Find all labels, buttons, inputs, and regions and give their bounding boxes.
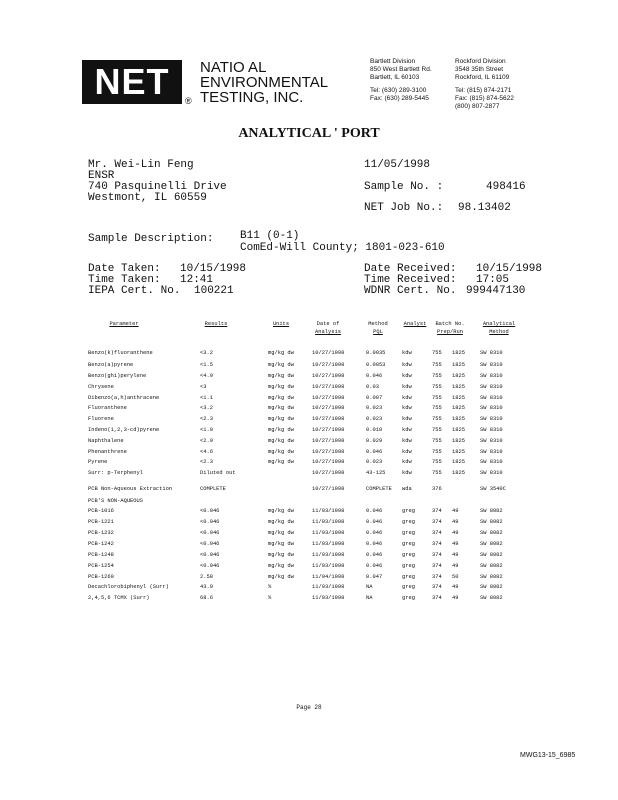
cell-date: 10/27/1998 [312, 459, 345, 465]
client-city: Westmont, IL 60559 [88, 192, 207, 204]
cell-pql: 0.023 [366, 459, 383, 465]
cell-units: mg/kg dw [268, 449, 294, 455]
address-line: Bartlett Division [370, 58, 416, 65]
cell-analyst: wda [402, 486, 412, 492]
header-line: Date of [316, 321, 340, 327]
cell-pql: 0.046 [366, 373, 383, 379]
cell-analyst: greg [402, 530, 415, 536]
cell-batch-prep: 755 [432, 470, 442, 476]
cell-method: SW 8310 [480, 395, 503, 401]
column-header-parameter: Parameter [109, 321, 139, 327]
cell-batch-run: 49 [452, 541, 459, 547]
cell-batch-run: 1825 [452, 459, 465, 465]
rockford-division-address [455, 58, 514, 111]
cell-batch-prep: 755 [432, 395, 442, 401]
cell-batch-run: 1825 [452, 449, 465, 455]
header-line: Method [489, 329, 509, 335]
cell-analyst: kdw [402, 350, 412, 356]
cell-parameter: Naphthalene [88, 438, 124, 444]
cell-date: 11/03/1998 [312, 552, 345, 558]
cell-result: <0.046 [200, 519, 220, 525]
sample-description-line2: ComEd-Will County; 1801-023-610 [240, 242, 445, 254]
cell-batch-run: 49 [452, 552, 459, 558]
cell-result: COMPLETE [200, 486, 226, 492]
header-line: Analytical [482, 321, 516, 327]
cell-batch-run: 50 [452, 574, 459, 580]
time-taken: 12:41 [180, 274, 214, 286]
iepa-cert-label: IEPA Cert. No. [88, 285, 181, 297]
cell-parameter: PCB-1242 [88, 541, 114, 547]
cell-batch-run: 49 [452, 584, 459, 590]
cell-parameter: Phenanthrene [88, 449, 127, 455]
cell-batch-prep: 755 [432, 459, 442, 465]
net-logo: NET [82, 60, 182, 104]
cell-pql: 0.023 [366, 416, 383, 422]
cell-pql: 43-125 [366, 470, 386, 476]
cell-analyst: kdw [402, 470, 412, 476]
column-header-results: Results [204, 321, 228, 327]
address-line: 850 West Bartlett Rd. [370, 66, 432, 73]
time-received: 17:05 [476, 274, 510, 286]
cell-method: SW 8310 [480, 459, 503, 465]
cell-result: 2.58 [200, 574, 213, 580]
cell-date: 11/03/1998 [312, 563, 345, 569]
cell-batch-prep: 755 [432, 405, 442, 411]
cell-pql: 0.047 [366, 574, 383, 580]
cell-units: mg/kg dw [268, 563, 294, 569]
cell-units: % [268, 595, 272, 601]
address-line: Fax: (815) 874-5622 [455, 95, 514, 102]
cell-result: <0.046 [200, 508, 220, 514]
cell-batch-run: 1825 [452, 405, 465, 411]
address-line: Tel: (815) 874-2171 [455, 87, 512, 94]
company-name-line: TESTING, INC. [200, 89, 304, 106]
cell-parameter: Chrysene [88, 384, 114, 390]
cell-parameter: PCB-1016 [88, 508, 114, 514]
cell-batch-prep: 374 [432, 584, 442, 590]
cell-batch-run: 49 [452, 595, 459, 601]
cell-pql: 0.046 [366, 508, 383, 514]
cell-analyst: greg [402, 541, 415, 547]
cell-method: SW 8310 [480, 427, 503, 433]
cell-method: SW 8082 [480, 519, 503, 525]
cell-units: % [268, 584, 272, 590]
cell-parameter: PCB-1232 [88, 530, 114, 536]
cell-batch-prep: 376 [432, 486, 442, 492]
address-line: Bartlett, IL 60103 [370, 74, 420, 81]
column-header-units: Units [272, 321, 290, 327]
cell-date: 10/27/1998 [312, 449, 345, 455]
cell-pql: 0.0053 [366, 362, 386, 368]
cell-date: 10/27/1998 [312, 384, 345, 390]
cell-pql: 0.0035 [366, 350, 386, 356]
cell-date: 11/04/1998 [312, 574, 345, 580]
cell-units: mg/kg dw [268, 519, 294, 525]
job-no-label: NET Job No.: [364, 202, 444, 214]
cell-date: 10/27/1998 [312, 416, 345, 422]
column-header-date [306, 320, 350, 336]
date-received: 10/15/1998 [476, 263, 543, 275]
cell-pql: 0.046 [366, 541, 383, 547]
date-taken-label: Date Taken: [88, 263, 161, 275]
cell-result: <0.046 [200, 541, 220, 547]
cell-units: mg/kg dw [268, 416, 294, 422]
cell-method: SW 8082 [480, 584, 503, 590]
cell-analyst: greg [402, 574, 415, 580]
cell-parameter: PCB-1260 [88, 574, 114, 580]
cell-units: mg/kg dw [268, 384, 294, 390]
cell-method: SW 8310 [480, 449, 503, 455]
date-received-label: Date Received: [364, 263, 457, 275]
cell-result: <3.2 [200, 405, 213, 411]
cell-date: 10/27/1998 [312, 427, 345, 433]
cell-batch-prep: 755 [432, 384, 442, 390]
cell-parameter: Decachlorobiphenyl (Surr) [88, 584, 169, 590]
cell-parameter: PCB-1254 [88, 563, 114, 569]
client-company: ENSR [88, 170, 115, 182]
cell-pql: 0.046 [366, 552, 383, 558]
cell-batch-prep: 374 [432, 508, 442, 514]
cell-parameter: 2,4,5,6 TCMX (Surr) [88, 595, 150, 601]
client-name: Mr. Wei-Lin Feng [88, 159, 194, 171]
cell-result: <0.046 [200, 563, 220, 569]
wdnr-cert-no: 999447130 [466, 285, 526, 297]
cell-method: SW 8082 [480, 574, 503, 580]
cell-units: mg/kg dw [268, 530, 294, 536]
cell-pql: 0.029 [366, 438, 383, 444]
cell-batch-prep: 755 [432, 449, 442, 455]
cell-batch-run: 1825 [452, 373, 465, 379]
cell-batch-prep: 374 [432, 574, 442, 580]
cell-units: mg/kg dw [268, 362, 294, 368]
cell-result: <3.2 [200, 350, 213, 356]
cell-method: SW 8310 [480, 416, 503, 422]
document-id: MWG13-15_6985 [520, 752, 576, 759]
cell-result: 43.9 [200, 584, 213, 590]
cell-pql: 0.010 [366, 427, 383, 433]
cell-date: 10/27/1998 [312, 438, 345, 444]
cell-date: 10/27/1998 [312, 350, 345, 356]
cell-pql: 0.046 [366, 563, 383, 569]
cell-method: SW 8082 [480, 541, 503, 547]
cell-date: 10/27/1998 [312, 486, 345, 492]
cell-method: SW 3540C [480, 486, 506, 492]
header-line: Analysis [315, 329, 341, 335]
company-name-line: ENVIRONMENTAL [200, 74, 329, 91]
cell-parameter: Pyrene [88, 459, 108, 465]
cell-pql: 0.046 [366, 530, 383, 536]
address-line: Tel: (630) 289-3100 [370, 87, 427, 94]
cell-parameter: Surr: p-Terphenyl [88, 470, 143, 476]
cell-date: 10/27/1998 [312, 395, 345, 401]
cell-units: mg/kg dw [268, 508, 294, 514]
cell-analyst: kdw [402, 449, 412, 455]
cell-units: mg/kg dw [268, 541, 294, 547]
cell-parameter: Indeno(1,2,3-cd)pyrene [88, 427, 160, 433]
cell-method: SW 8310 [480, 470, 503, 476]
cell-result: <0.046 [200, 552, 220, 558]
cell-date: 11/03/1998 [312, 584, 345, 590]
cell-units: mg/kg dw [268, 427, 294, 433]
cell-pql: 0.03 [366, 384, 379, 390]
cell-result: <0.046 [200, 530, 220, 536]
cell-result: <4.6 [200, 449, 213, 455]
address-line: Fax: (630) 289-5445 [370, 95, 429, 102]
cell-result: <3 [200, 384, 207, 390]
cell-parameter: Fluorene [88, 416, 114, 422]
cell-pql: NA [366, 584, 373, 590]
page-number: Page 28 [296, 704, 322, 711]
cell-analyst: greg [402, 508, 415, 514]
cell-batch-run: 49 [452, 508, 459, 514]
company-name [200, 60, 328, 105]
cell-result: 68.6 [200, 595, 213, 601]
address-line: (800) 807-2877 [455, 103, 500, 110]
cell-units: mg/kg dw [268, 373, 294, 379]
registered-mark: ® [185, 96, 192, 106]
cell-result: <1.5 [200, 362, 213, 368]
address-line: 3548 35th Street [455, 66, 504, 73]
column-header-analyst: Analyst [403, 321, 427, 327]
cell-analyst: kdw [402, 438, 412, 444]
cell-units: mg/kg dw [268, 574, 294, 580]
column-header-batch [430, 320, 470, 336]
address-line: Rockford Division [455, 58, 506, 65]
cell-result: <2.3 [200, 459, 213, 465]
cell-batch-run: 1825 [452, 470, 465, 476]
cell-batch-run: 1825 [452, 362, 465, 368]
cell-method: SW 8310 [480, 438, 503, 444]
report-date: 11/05/1998 [364, 159, 431, 171]
header-line: Prep/Run [437, 329, 463, 335]
header-line: PQL [373, 329, 383, 335]
cell-analyst: greg [402, 563, 415, 569]
column-header-analytical-method [476, 320, 522, 336]
cell-analyst: kdw [402, 384, 412, 390]
cell-units: mg/kg dw [268, 459, 294, 465]
cell-batch-prep: 374 [432, 530, 442, 536]
cell-method: SW 8310 [480, 405, 503, 411]
wdnr-cert-label: WDNR Cert. No. [364, 285, 457, 297]
cell-date: 10/27/1998 [312, 373, 345, 379]
cell-result: <4.9 [200, 373, 213, 379]
header-line: Batch No. [435, 321, 465, 327]
job-no: 98.13402 [458, 202, 511, 214]
cell-batch-prep: 374 [432, 563, 442, 569]
cell-analyst: greg [402, 519, 415, 525]
cell-analyst: kdw [402, 362, 412, 368]
cell-parameter: PCB-1248 [88, 552, 114, 558]
sample-no-label: Sample No. : [364, 181, 444, 193]
cell-batch-run: 49 [452, 530, 459, 536]
cell-batch-run: 1825 [452, 427, 465, 433]
report-title: ANALYTICAL ' PORT [238, 126, 380, 141]
cell-method: SW 8082 [480, 508, 503, 514]
cell-analyst: kdw [402, 405, 412, 411]
cell-method: SW 8082 [480, 595, 503, 601]
cell-result: <2.9 [200, 438, 213, 444]
cell-method: SW 8082 [480, 552, 503, 558]
cell-batch-prep: 755 [432, 427, 442, 433]
cell-date: 11/03/1998 [312, 530, 345, 536]
cell-parameter: PCB'S NON-AQUEOUS [88, 498, 143, 504]
cell-batch-prep: 755 [432, 373, 442, 379]
cell-analyst: kdw [402, 373, 412, 379]
cell-date: 11/03/1998 [312, 519, 345, 525]
cell-date: 11/03/1998 [312, 541, 345, 547]
cell-analyst: greg [402, 595, 415, 601]
cell-analyst: kdw [402, 395, 412, 401]
cell-parameter: PCB-1221 [88, 519, 114, 525]
cell-batch-run: 49 [452, 519, 459, 525]
cell-batch-prep: 755 [432, 416, 442, 422]
sample-no: 498416 [486, 181, 526, 193]
cell-batch-prep: 755 [432, 362, 442, 368]
time-taken-label: Time Taken: [88, 274, 161, 286]
cell-date: 11/03/1998 [312, 508, 345, 514]
cell-batch-run: 49 [452, 563, 459, 569]
cell-parameter: Fluoranthene [88, 405, 127, 411]
cell-batch-prep: 374 [432, 541, 442, 547]
cell-batch-run: 1825 [452, 395, 465, 401]
cell-pql: 0.007 [366, 395, 383, 401]
cell-analyst: greg [402, 552, 415, 558]
iepa-cert-no: 100221 [194, 285, 234, 297]
cell-units: mg/kg dw [268, 405, 294, 411]
cell-batch-run: 1825 [452, 384, 465, 390]
cell-parameter: Benzo(k)fluoranthene [88, 350, 153, 356]
cell-analyst: kdw [402, 459, 412, 465]
column-header-method-pql [362, 320, 394, 336]
cell-result: <2.3 [200, 416, 213, 422]
cell-parameter: PCB Non-Aqueous Extraction [88, 486, 173, 492]
cell-units: mg/kg dw [268, 350, 294, 356]
cell-method: SW 8082 [480, 530, 503, 536]
cell-batch-prep: 374 [432, 595, 442, 601]
cell-date: 10/27/1998 [312, 405, 345, 411]
cell-batch-run: 1825 [452, 438, 465, 444]
cell-result: Diluted out [200, 470, 236, 476]
cell-analyst: kdw [402, 416, 412, 422]
cell-pql: 0.046 [366, 519, 383, 525]
address-line: Rockford, IL 61109 [455, 74, 510, 81]
cell-batch-prep: 755 [432, 438, 442, 444]
cell-date: 10/27/1998 [312, 470, 345, 476]
cell-units: mg/kg dw [268, 395, 294, 401]
cell-method: SW 8310 [480, 362, 503, 368]
cell-parameter: Benzo(ghi)perylene [88, 373, 147, 379]
client-street: 740 Pasquinelli Drive [88, 181, 227, 193]
cell-result: <1.0 [200, 427, 213, 433]
bartlett-division-address [370, 58, 432, 103]
cell-batch-prep: 374 [432, 552, 442, 558]
time-received-label: Time Received: [364, 274, 457, 286]
cell-method: SW 8310 [480, 350, 503, 356]
cell-pql: 0.023 [366, 405, 383, 411]
cell-result: <1.1 [200, 395, 213, 401]
cell-units: mg/kg dw [268, 438, 294, 444]
cell-method: SW 8310 [480, 384, 503, 390]
cell-pql: COMPLETE [366, 486, 392, 492]
cell-date: 11/03/1998 [312, 595, 345, 601]
cell-pql: 0.046 [366, 449, 383, 455]
cell-date: 10/27/1998 [312, 362, 345, 368]
cell-parameter: Benzo(a)pyrene [88, 362, 134, 368]
header-line: Method [368, 321, 388, 327]
sample-description-label: Sample Description: [88, 233, 214, 245]
cell-method: SW 8082 [480, 563, 503, 569]
cell-parameter: Dibenzo(a,h)anthracene [88, 395, 160, 401]
cell-analyst: kdw [402, 427, 412, 433]
date-taken: 10/15/1998 [180, 263, 247, 275]
cell-pql: NA [366, 595, 373, 601]
sample-description: B11 (0-1) [240, 230, 300, 242]
cell-batch-prep: 374 [432, 519, 442, 525]
cell-method: SW 8310 [480, 373, 503, 379]
cell-batch-run: 1825 [452, 416, 465, 422]
cell-units: mg/kg dw [268, 552, 294, 558]
cell-analyst: greg [402, 584, 415, 590]
cell-batch-run: 1825 [452, 350, 465, 356]
cell-batch-prep: 755 [432, 350, 442, 356]
company-name-line: NATIO AL [200, 59, 267, 76]
